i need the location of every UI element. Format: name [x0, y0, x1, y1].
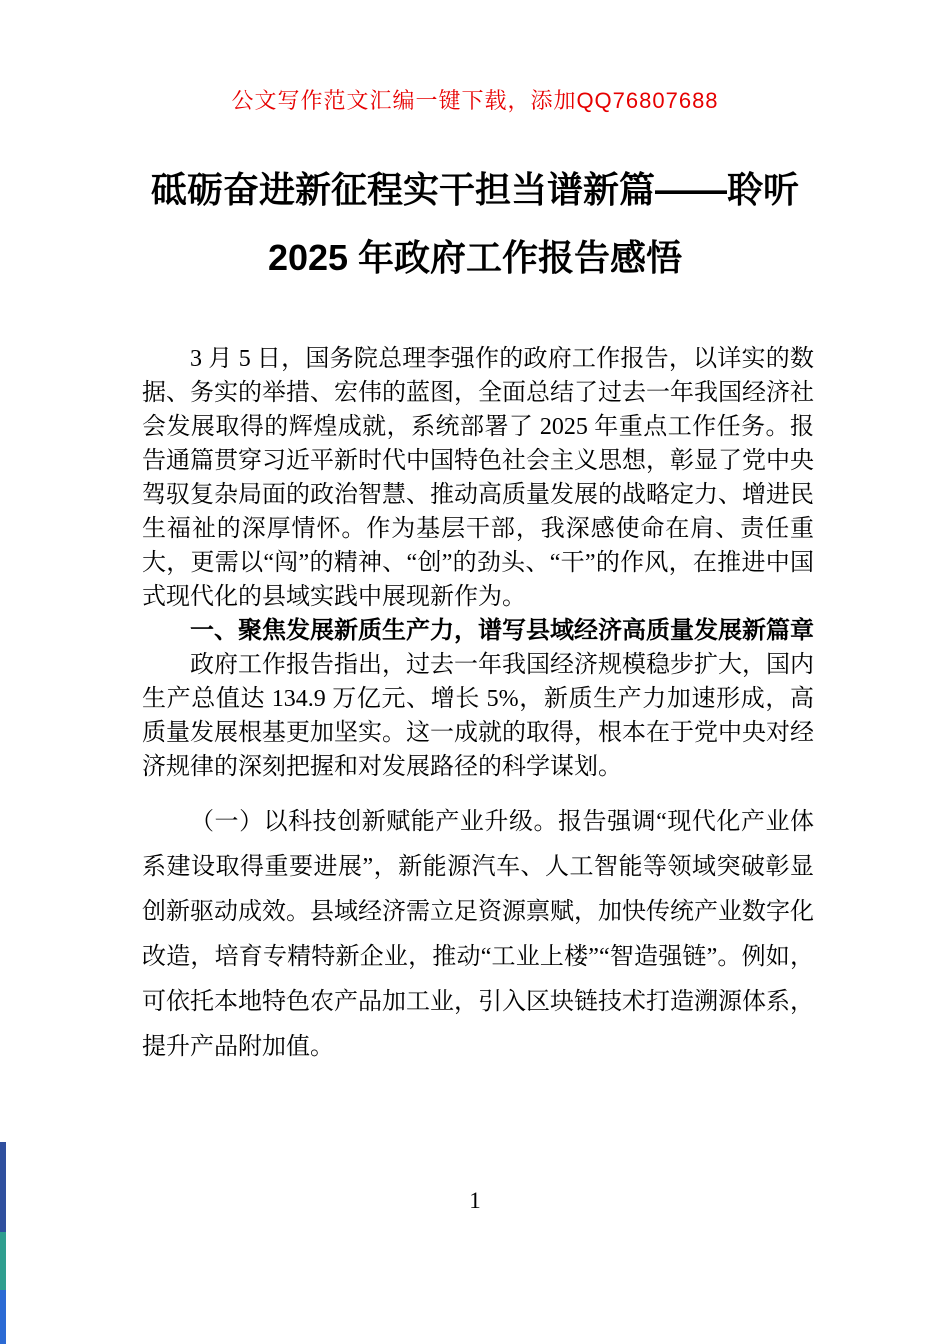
header-notice: 公文写作范文汇编一键下载，添加QQ76807688: [231, 88, 719, 113]
title-line-1: 砥砺奋进新征程实干担当谱新篇——聆听: [150, 169, 799, 210]
paragraph-intro: 3 月 5 日，国务院总理李强作的政府工作报告，以详实的数据、务实的举措、宏伟的蓝图，全面总结了过去一年我国经济社会发展取得的辉煌成就，系统部署了 2025 年重点工作任务。报告通篇贯穿习近平新时代中国特色社会主义思想，彰显了党中央驾驭复杂局面的政治智慧、推动高质量发展的战略定力、增进民生福祉的深厚情怀。作为基层干部，我深感使命在肩、责任重大，更需以“闯”的精神、“创”的劲头、“干”的作风，在推进中国式现代化的县域实践中展现新作为。: [142, 346, 814, 610]
paragraph-innovation: （一）以科技创新赋能产业升级。报告强调“现代化产业体系建设取得重要进展”，新能源汽车、人工智能等领域突破彰显创新驱动成效。县域经济需立足资源禀赋，加快传统产业数字化改造，培育专精特新企业，推动“工业上楼”“智造强链”。例如，可依托本地特色农产品加工业，引入区块链技术打造溯源体系，提升产品附加值。: [142, 809, 814, 1060]
document-body: [142, 342, 814, 1070]
document-title: [75, 169, 875, 278]
left-edge-stripe-blue: [0, 1290, 6, 1344]
page-number: 1: [469, 1188, 481, 1213]
section-heading-1: 一、聚焦发展新质生产力，谱写县域经济高质量发展新篇章: [190, 618, 814, 644]
title-line-2: 2025 年政府工作报告感悟: [267, 237, 683, 278]
left-edge-stripe-teal: [0, 1232, 6, 1290]
paragraph-economy: 政府工作报告指出，过去一年我国经济规模稳步扩大，国内生产总值达 134.9 万亿元、增长 5%，新质生产力加速形成，高质量发展根基更加坚实。这一成就的取得，根本在于党中央对经济规律的深刻把握和对发展路径的科学谋划。: [142, 652, 814, 780]
left-edge-stripe-navy: [0, 1142, 6, 1232]
